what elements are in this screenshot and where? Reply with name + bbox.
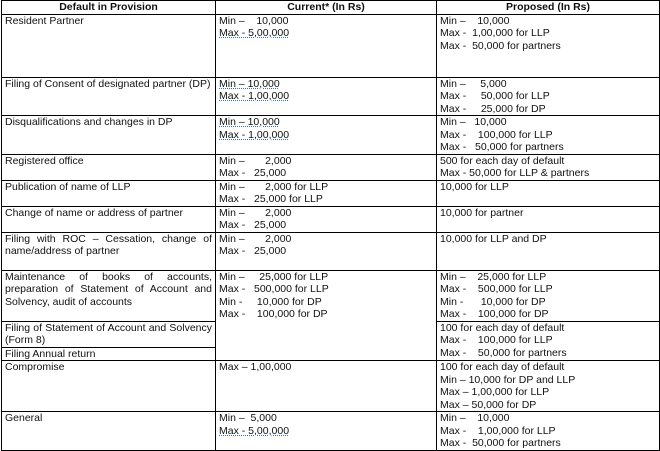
proposed-line: 100 for each day of default: [440, 321, 565, 334]
current-cell: [216, 154, 437, 180]
header-row: [2, 1, 660, 15]
proposed-cell: [437, 206, 660, 232]
proposed-cell: [437, 270, 660, 321]
current-line: Min – 10,000: [219, 77, 280, 90]
current-cell: [216, 14, 437, 77]
current-cell: [216, 232, 437, 270]
proposed-cell: [437, 14, 660, 77]
current-line: Max - 500,000 for LLP: [219, 283, 329, 295]
proposed-cell: [437, 116, 660, 155]
current-line: Max - 1,00,000: [219, 128, 290, 141]
proposed-line: 500 for each day of default: [440, 154, 565, 167]
current-line: Max - 5,00,000: [219, 424, 290, 437]
provision-cell: Disqualifications and changes in DP: [2, 116, 216, 155]
current-cell: [216, 412, 437, 451]
provision-cell: Maintenance of books of accounts, preparation of Statement of Account and Solvency, audit of accounts: [2, 270, 216, 321]
provision-cell: Filing Annual return: [2, 347, 216, 361]
proposed-line: Max - 50,000 for partners: [440, 39, 561, 52]
current-line: Min – 2,000: [219, 232, 292, 245]
current-line: Max – 1,00,000: [219, 361, 292, 373]
table-row: [2, 412, 660, 451]
header-provision: Default in Provision: [2, 1, 216, 15]
current-line: Min – 5,000: [219, 412, 277, 424]
proposed-line: Max - 50,000 for partners: [440, 141, 564, 153]
current-cell: [216, 116, 437, 155]
proposed-line: Max - 100,000 for LLP: [440, 334, 553, 346]
proposed-line: Max – 50,000 for DP: [440, 398, 537, 411]
current-cell: [216, 180, 437, 206]
current-line: Max - 25,000: [219, 219, 287, 231]
proposed-line: Max - 25,000 for DP: [440, 102, 546, 115]
table-row: [2, 154, 660, 180]
current-line: Max - 25,000: [219, 167, 287, 179]
proposed-line: 10,000 for LLP: [440, 180, 509, 193]
table-row: [2, 270, 660, 321]
current-line: Min – 25,000 for LLP: [219, 270, 329, 283]
provision-cell: Filing with ROC – Cessation, change of name/address of partner: [2, 232, 216, 270]
current-line: Min – 10,000: [219, 116, 280, 128]
current-line: Max - 1,00,000: [219, 90, 290, 102]
current-line: Min – 2,000: [219, 206, 292, 219]
table-row: [2, 361, 660, 412]
current-cell: [216, 361, 437, 412]
proposed-line: Min – 10,000: [440, 14, 510, 27]
proposed-line: Max - 50,000 for partners: [440, 346, 567, 359]
provision-cell: Registered office: [2, 154, 216, 180]
current-line: Max - 100,000 for DP: [219, 308, 328, 320]
proposed-line: 100 for each day of default: [440, 361, 565, 373]
proposed-cell: [437, 361, 660, 412]
proposed-line: 10,000 for LLP and DP: [440, 232, 547, 245]
proposed-line: Max - 50,000 for LLP & partners: [440, 167, 590, 179]
current-cell: [216, 77, 437, 116]
current-line: Max - 5,00,000: [219, 27, 290, 39]
proposed-line: Min - 10,000 for DP: [440, 295, 546, 308]
penalty-comparison-table: [1, 0, 660, 451]
proposed-line: Min – 5,000: [440, 77, 507, 90]
current-line: Max - 25,000 for LLP: [219, 193, 323, 205]
table-row: [2, 206, 660, 232]
proposed-cell: [437, 77, 660, 116]
header-proposed: Proposed (In Rs): [437, 1, 660, 15]
current-cell: [216, 270, 437, 361]
proposed-line: Min – 25,000 for LLP: [440, 270, 547, 283]
table-row: [2, 77, 660, 116]
table-row: [2, 180, 660, 206]
provision-cell: General: [2, 412, 216, 451]
current-line: Min - 10,000 for DP: [219, 295, 322, 308]
current-line: Min – 2,000 for LLP: [219, 180, 329, 193]
proposed-cell: [437, 412, 660, 451]
proposed-line: Max - 100,000 for LLP: [440, 128, 553, 141]
current-line: Min – 2,000: [219, 154, 292, 167]
proposed-line: 10,000 for partner: [440, 206, 524, 219]
provision-cell: Change of name or address of partner: [2, 206, 216, 232]
proposed-line: Max - 50,000 for LLP: [440, 90, 550, 102]
proposed-cell: [437, 154, 660, 180]
proposed-line: Max - 100,000 for DP: [440, 308, 549, 320]
proposed-line: Max – 1,00,000 for LLP: [440, 386, 550, 398]
proposed-line: Min – 10,000: [440, 412, 510, 424]
proposed-line: Max - 1,00,000 for LLP: [440, 424, 556, 437]
provision-cell: Filing of Consent of designated partner (DP): [2, 77, 216, 116]
current-line: Max - 25,000: [219, 245, 287, 257]
table-row: [2, 116, 660, 155]
header-current: Current* (In Rs): [216, 1, 437, 15]
proposed-line: Max - 50,000 for partners: [440, 437, 561, 449]
current-cell: [216, 206, 437, 232]
current-line: Min – 10,000: [219, 14, 289, 27]
provision-cell: Resident Partner: [2, 14, 216, 77]
provision-cell: Compromise: [2, 361, 216, 412]
provision-cell: Publication of name of LLP: [2, 180, 216, 206]
table-row: [2, 232, 660, 270]
proposed-cell: [437, 180, 660, 206]
provision-cell: Filing of Statement of Account and Solvency (Form 8): [2, 321, 216, 347]
proposed-cell: [437, 232, 660, 270]
proposed-line: Max - 1,00,000 for LLP: [440, 27, 550, 39]
table-row: [2, 14, 660, 77]
proposed-cell: [437, 321, 660, 361]
proposed-line: Max - 500,000 for LLP: [440, 283, 553, 295]
proposed-line: Min – 10,000: [440, 116, 507, 128]
proposed-line: Min – 10,000 for DP and LLP: [440, 373, 576, 386]
